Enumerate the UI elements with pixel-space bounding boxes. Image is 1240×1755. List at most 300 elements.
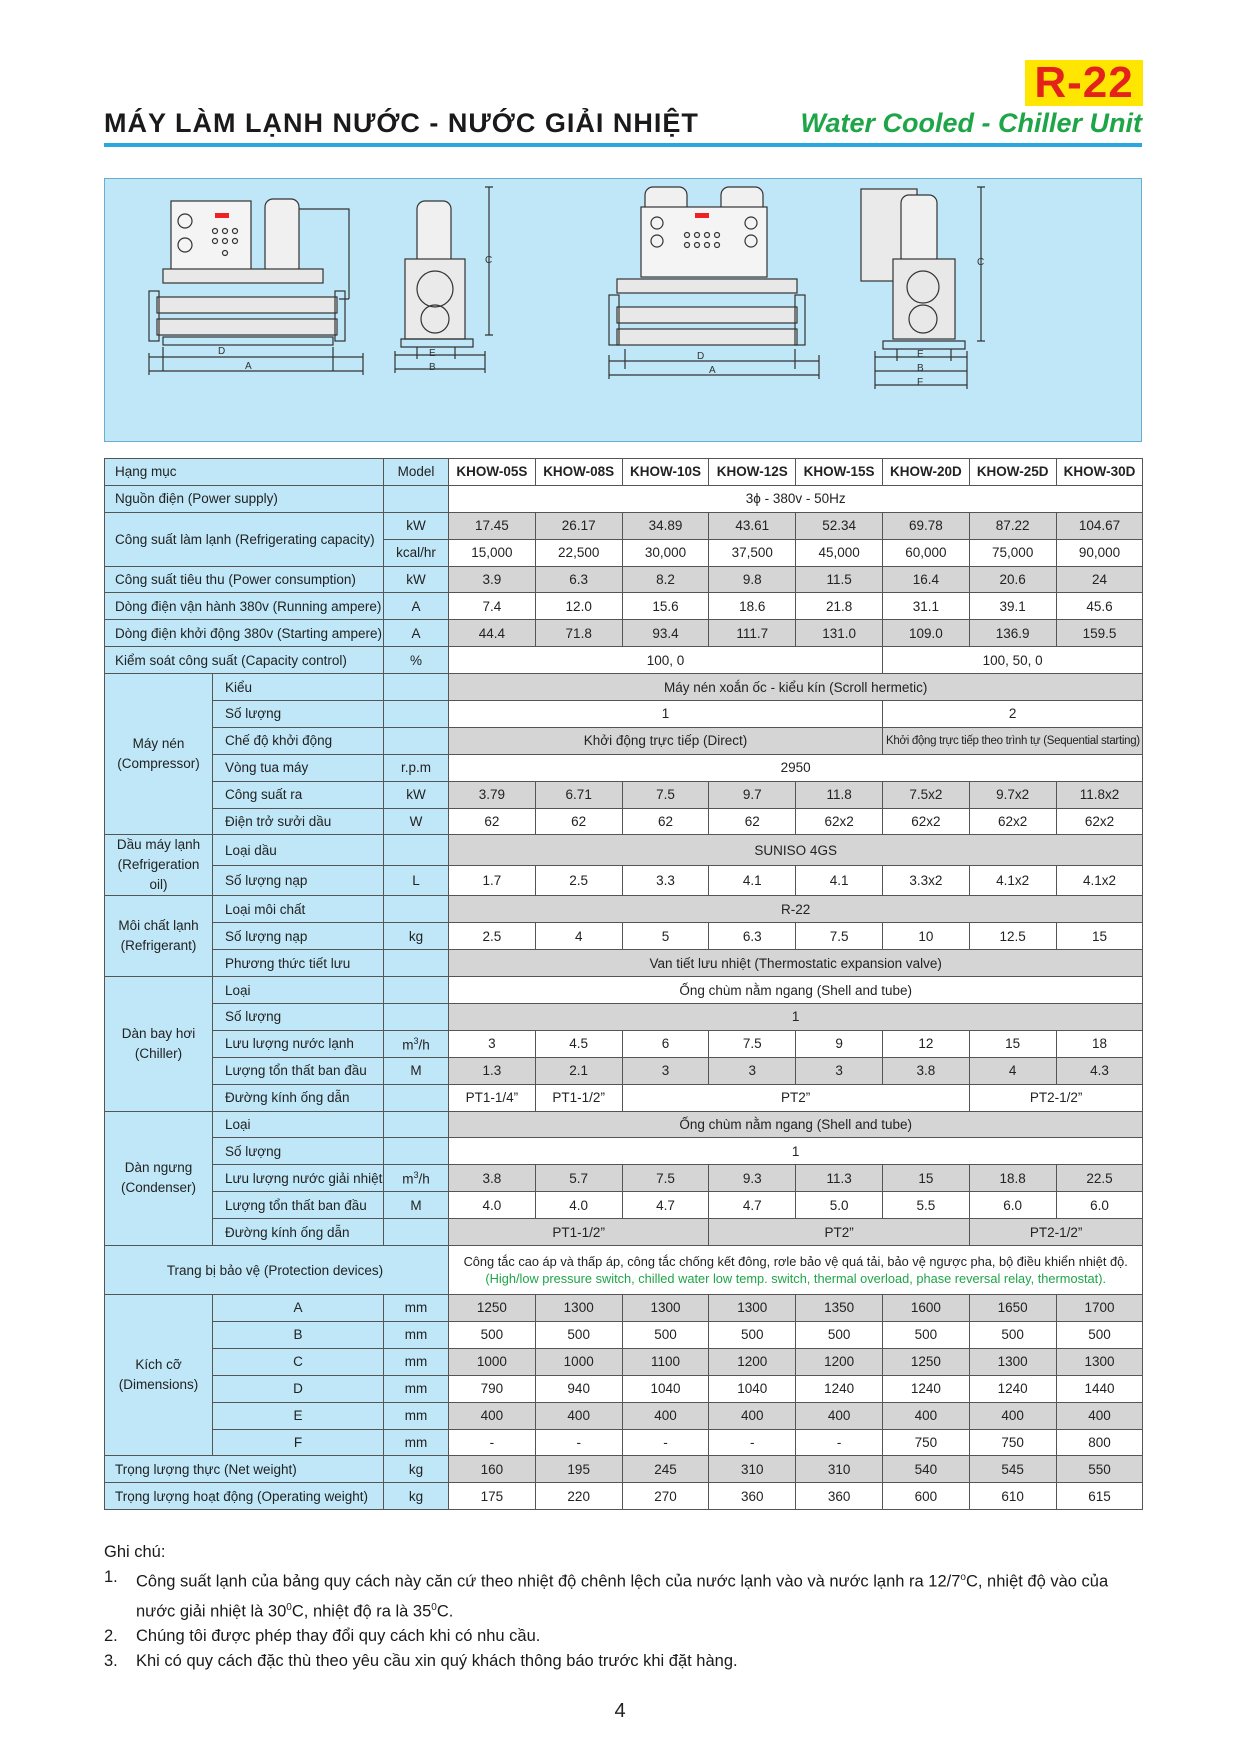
cell: PT1-1/2” [535, 1084, 622, 1111]
cell: 109.0 [882, 620, 969, 647]
corner-model: Model [384, 459, 449, 486]
model-header: KHOW-08S [535, 459, 622, 486]
cell: 3.79 [449, 781, 536, 808]
note-text: Khi có quy cách đặc thù theo yêu cầu xin quý khách thông báo trước khi đặt hàng. [136, 1652, 738, 1670]
row-label: Nguồn điện (Power supply) [105, 485, 384, 512]
cell: 10 [882, 923, 969, 950]
cell: 69.78 [882, 512, 969, 539]
chiller-flow-row [105, 1030, 1143, 1057]
unit-cell: A [384, 620, 449, 647]
page-number: 4 [614, 1700, 626, 1722]
cell: 3.8 [449, 1165, 536, 1192]
title-rule [104, 143, 1142, 147]
cell: 90,000 [1056, 539, 1143, 566]
row-label: Dòng điện khởi động 380v (Starting ampere) [105, 620, 384, 647]
cell: 1040 [709, 1375, 796, 1402]
cell: 9.7x2 [969, 781, 1056, 808]
unit-cell: mm [384, 1402, 449, 1429]
cell: 195 [535, 1456, 622, 1483]
condenser-type-row [105, 1111, 1143, 1138]
cell: 1250 [882, 1348, 969, 1375]
cell: 5.0 [796, 1192, 883, 1219]
cell: 18.6 [709, 593, 796, 620]
compressor-qty-row [105, 701, 1143, 728]
refrigerant-charge-row [105, 923, 1143, 950]
cell: 2 [882, 701, 1142, 728]
cell: 3 [709, 1057, 796, 1084]
row-label: Trọng lượng thực (Net weight) [105, 1456, 384, 1483]
cell: 6.3 [709, 923, 796, 950]
cell: 270 [622, 1483, 709, 1510]
cell: 1.3 [449, 1057, 536, 1084]
condenser-pipe-row [105, 1219, 1143, 1246]
cell: SUNISO 4GS [449, 835, 1143, 866]
cell: PT2” [622, 1084, 969, 1111]
cell: PT2-1/2” [969, 1219, 1143, 1246]
cell: 4.0 [449, 1192, 536, 1219]
cell: 1100 [622, 1348, 709, 1375]
unit2-front-view [609, 187, 819, 379]
protection-cell [449, 1246, 1143, 1295]
unit-cell: $m^3/h$ [384, 1165, 449, 1192]
consumption-row [105, 566, 1143, 593]
cell: 12.5 [969, 923, 1056, 950]
cell: 245 [622, 1456, 709, 1483]
group-label-refrigerant: Môi chất lạnh (Refrigerant) [105, 896, 213, 977]
cell: 11.3 [796, 1165, 883, 1192]
dim-name: A [213, 1295, 384, 1322]
cell: 4.1x2 [969, 865, 1056, 896]
sub-label: Loại [213, 977, 384, 1004]
cell: 24 [1056, 566, 1143, 593]
unit-cell: kW [384, 781, 449, 808]
row-label: Dòng điện vận hành 380v (Running ampere) [105, 593, 384, 620]
dim-b-label-2: B [917, 363, 924, 374]
condenser-flow-row [105, 1165, 1143, 1192]
compressor-output-row [105, 781, 1143, 808]
chiller-pipe-row [105, 1084, 1143, 1111]
cell: 15 [969, 1030, 1056, 1057]
cell: 400 [882, 1402, 969, 1429]
cell: 15 [1056, 923, 1143, 950]
sub-label: Đường kính ống dẫn [213, 1084, 384, 1111]
sub-label: Số lượng nạp [213, 865, 384, 896]
cell: 360 [709, 1483, 796, 1510]
unit-cell: W [384, 808, 449, 835]
dim-c-label-2: C [977, 257, 985, 268]
cell: 4.0 [535, 1192, 622, 1219]
row-label: Công suất làm lạnh (Refrigerating capacity) [105, 512, 384, 566]
protection-en: (High/low pressure switch, chilled water low temp. switch, thermal overload, phase reversal relay, thermostat). [485, 1271, 1107, 1287]
unit-cell: mm [384, 1375, 449, 1402]
cell: 22,500 [535, 539, 622, 566]
cell: 3 [622, 1057, 709, 1084]
note-number: 3. [104, 1652, 118, 1670]
cell: 5.7 [535, 1165, 622, 1192]
cell: 6.71 [535, 781, 622, 808]
cell: 52.34 [796, 512, 883, 539]
cell: 2.1 [535, 1057, 622, 1084]
cell: 6 [622, 1030, 709, 1057]
cell: 34.89 [622, 512, 709, 539]
cell: 4.7 [622, 1192, 709, 1219]
condenser-loss-row [105, 1192, 1143, 1219]
unit-cell: mm [384, 1295, 449, 1322]
cell: 600 [882, 1483, 969, 1510]
sub-label: Lưu lượng nước giải nhiệt [213, 1165, 384, 1192]
corner-item: Hạng mục [105, 459, 384, 486]
cell: 26.17 [535, 512, 622, 539]
cell: 7.5 [622, 1165, 709, 1192]
cell: 1300 [969, 1348, 1056, 1375]
cell: 62 [709, 808, 796, 835]
cell: 1700 [1056, 1295, 1143, 1322]
cell: 31.1 [882, 593, 969, 620]
cell: 500 [882, 1321, 969, 1348]
cell: Máy nén xoắn ốc - kiểu kín (Scroll hermetic) [449, 674, 1143, 701]
dim-a-label-1: A [245, 361, 252, 372]
cell: 104.67 [1056, 512, 1143, 539]
compressor-start-row [105, 727, 1143, 754]
cell: 136.9 [969, 620, 1056, 647]
refrigerant-badge [1025, 60, 1143, 106]
cell: 3.9 [449, 566, 536, 593]
cell: 18 [1056, 1030, 1143, 1057]
cell: 62x2 [882, 808, 969, 835]
row-label: Trọng lượng hoạt động (Operating weight) [105, 1483, 384, 1510]
dim-d-label-1: D [218, 346, 226, 357]
model-header: KHOW-25D [969, 459, 1056, 486]
cell: 1240 [796, 1375, 883, 1402]
dim-f-label-2: F [917, 377, 924, 388]
dim-a-row [105, 1295, 1143, 1322]
cell: 360 [796, 1483, 883, 1510]
unit-cell: kg [384, 1483, 449, 1510]
row-label: Kiểm soát công suất (Capacity control) [105, 647, 384, 674]
cell: 3.3 [622, 865, 709, 896]
cell: 7.5x2 [882, 781, 969, 808]
sub-label: Đường kính ống dẫn [213, 1219, 384, 1246]
dim-b-row [105, 1321, 1143, 1348]
group-label-oil: Dầu máy lạnh (Refrigeration oil) [105, 835, 213, 896]
sub-label: Lượng tổn thất ban đầu [213, 1057, 384, 1084]
cell: 22.5 [1056, 1165, 1143, 1192]
cell: 2.5 [449, 923, 536, 950]
cell: 500 [449, 1321, 536, 1348]
unit-cell: kW [384, 566, 449, 593]
cell: Ống chùm nằm ngang (Shell and tube) [449, 1111, 1143, 1138]
cell: 4.3 [1056, 1057, 1143, 1084]
cell: 43.61 [709, 512, 796, 539]
note-item [104, 1649, 1144, 1674]
cell: 1600 [882, 1295, 969, 1322]
cell: 4.1 [796, 865, 883, 896]
cell: 545 [969, 1456, 1056, 1483]
cell: 4.7 [709, 1192, 796, 1219]
cell: 159.5 [1056, 620, 1143, 647]
cell: 62x2 [969, 808, 1056, 835]
cell: 100, 50, 0 [882, 647, 1142, 674]
cell: 87.22 [969, 512, 1056, 539]
cell: PT1-1/2” [449, 1219, 709, 1246]
unit-cell: M [384, 1057, 449, 1084]
cell: 4.1 [709, 865, 796, 896]
cell: 1250 [449, 1295, 536, 1322]
header-row [105, 459, 1143, 486]
dim-a-label-2: A [709, 365, 716, 376]
cell: R-22 [449, 896, 1143, 923]
group-label-compressor: Máy nén (Compressor) [105, 674, 213, 835]
cell: 1300 [709, 1295, 796, 1322]
cell: 1200 [796, 1348, 883, 1375]
cell: 1300 [535, 1295, 622, 1322]
net-weight-row [105, 1456, 1143, 1483]
cell: 310 [796, 1456, 883, 1483]
cell: 500 [622, 1321, 709, 1348]
dim-f-row [105, 1429, 1143, 1456]
unit-cell: $m^3/h$ [384, 1030, 449, 1057]
cell: 7.5 [622, 781, 709, 808]
cell: 37,500 [709, 539, 796, 566]
chiller-qty-row [105, 1004, 1143, 1031]
model-header: KHOW-10S [622, 459, 709, 486]
cell: 18.8 [969, 1165, 1056, 1192]
sub-label: Số lượng [213, 1004, 384, 1031]
dim-c-label-1: C [485, 255, 493, 266]
cell: 93.4 [622, 620, 709, 647]
cell: 500 [796, 1321, 883, 1348]
cell: 400 [449, 1402, 536, 1429]
cell: 12.0 [535, 593, 622, 620]
model-header: KHOW-30D [1056, 459, 1143, 486]
dim-name: B [213, 1321, 384, 1348]
cell: 131.0 [796, 620, 883, 647]
sub-label: Loại [213, 1111, 384, 1138]
page-title-en: Water Cooled - Chiller Unit [800, 108, 1142, 138]
cell: 400 [1056, 1402, 1143, 1429]
note-number: 1. [104, 1568, 118, 1586]
cell: - [535, 1429, 622, 1456]
chiller-drawings-svg [105, 179, 1143, 443]
cell: 160 [449, 1456, 536, 1483]
dim-name: F [213, 1429, 384, 1456]
model-header: KHOW-12S [709, 459, 796, 486]
cell: 750 [969, 1429, 1056, 1456]
cell: 400 [709, 1402, 796, 1429]
cell: 220 [535, 1483, 622, 1510]
unit-cell: kW [384, 512, 449, 539]
sub-label: Loại dầu [213, 835, 384, 866]
compressor-type-row [105, 674, 1143, 701]
cell: 45,000 [796, 539, 883, 566]
model-header: KHOW-15S [796, 459, 883, 486]
notes-heading: Ghi chú: [104, 1543, 166, 1561]
sub-label: Công suất ra [213, 781, 384, 808]
cell: 62x2 [796, 808, 883, 835]
cell: 39.1 [969, 593, 1056, 620]
cell: 9.3 [709, 1165, 796, 1192]
cell: 500 [1056, 1321, 1143, 1348]
cell: 62 [449, 808, 536, 835]
dim-b-label-1: B [429, 362, 436, 373]
cell: 540 [882, 1456, 969, 1483]
cell: 3.3x2 [882, 865, 969, 896]
cell: 15,000 [449, 539, 536, 566]
sub-label: Lưu lượng nước lạnh [213, 1030, 384, 1057]
cell: Van tiết lưu nhiệt (Thermostatic expansion valve) [449, 950, 1143, 977]
cell: PT2” [709, 1219, 969, 1246]
cell: 3 [449, 1030, 536, 1057]
cell: 1300 [1056, 1348, 1143, 1375]
cell: 15 [882, 1165, 969, 1192]
cell: 750 [882, 1429, 969, 1456]
cell: PT2-1/2” [969, 1084, 1143, 1111]
sub-label: Kiểu [213, 674, 384, 701]
sub-label: Số lượng [213, 1138, 384, 1165]
unit-cell: r.p.m [384, 754, 449, 781]
dim-name: E [213, 1402, 384, 1429]
group-label-chiller: Dàn bay hơi (Chiller) [105, 977, 213, 1111]
cell: Ống chùm nằm ngang (Shell and tube) [449, 977, 1143, 1004]
dim-d-label-2: D [697, 351, 705, 362]
unit1-side-view [395, 187, 493, 373]
cell: 71.8 [535, 620, 622, 647]
cell: 111.7 [709, 620, 796, 647]
note-number: 2. [104, 1627, 118, 1645]
cell: 1240 [969, 1375, 1056, 1402]
cell: 1350 [796, 1295, 883, 1322]
chiller-type-row [105, 977, 1143, 1004]
cell: 5 [622, 923, 709, 950]
cell: 6.3 [535, 566, 622, 593]
cell: 75,000 [969, 539, 1056, 566]
operating-weight-row [105, 1483, 1143, 1510]
cell: 615 [1056, 1483, 1143, 1510]
unit-cell: % [384, 647, 449, 674]
cell: 11.5 [796, 566, 883, 593]
page-title-vn: MÁY LÀM LẠNH NƯỚC - NƯỚC GIẢI NHIỆT [104, 108, 699, 138]
unit-cell: kcal/hr [384, 539, 449, 566]
cell: 20.6 [969, 566, 1056, 593]
cell: 500 [709, 1321, 796, 1348]
cell: 1000 [449, 1348, 536, 1375]
dim-c-row [105, 1348, 1143, 1375]
cell: 62 [535, 808, 622, 835]
protection-row [105, 1246, 1143, 1295]
unit-cell: M [384, 1192, 449, 1219]
cell: 45.6 [1056, 593, 1143, 620]
cell: 3 [796, 1057, 883, 1084]
cell: 310 [709, 1456, 796, 1483]
sub-label: Vòng tua máy [213, 754, 384, 781]
cell: 9.8 [709, 566, 796, 593]
cell: 1200 [709, 1348, 796, 1375]
group-label-condenser: Dàn ngưng (Condenser) [105, 1111, 213, 1245]
cell: 3ϕ - 380v - 50Hz [449, 485, 1143, 512]
cell: 8.2 [622, 566, 709, 593]
cell: 17.45 [449, 512, 536, 539]
unit-cell: A [384, 593, 449, 620]
cell: PT1-1/4” [449, 1084, 536, 1111]
cell: 500 [969, 1321, 1056, 1348]
cell: - [796, 1429, 883, 1456]
spec-table [104, 458, 1143, 1510]
cell: 44.4 [449, 620, 536, 647]
cell: Khởi động trực tiếp theo trình tự (Sequential starting) [882, 727, 1142, 754]
cell: 9.7 [709, 781, 796, 808]
cell: 400 [622, 1402, 709, 1429]
cooling-kw-row [105, 512, 1143, 539]
cell: 60,000 [882, 539, 969, 566]
unit-cell: mm [384, 1429, 449, 1456]
cell: 11.8 [796, 781, 883, 808]
cell: 3.8 [882, 1057, 969, 1084]
cell: 1040 [622, 1375, 709, 1402]
cell: 800 [1056, 1429, 1143, 1456]
dim-e-label-1: E [429, 348, 436, 359]
cell: 4.5 [535, 1030, 622, 1057]
cell: - [709, 1429, 796, 1456]
notes-section [104, 1540, 1144, 1674]
cell: 7.4 [449, 593, 536, 620]
running-ampere-row [105, 593, 1143, 620]
model-header: KHOW-05S [449, 459, 536, 486]
unit-cell: kg [384, 1456, 449, 1483]
cell: 1300 [622, 1295, 709, 1322]
sub-label: Loại môi chất [213, 896, 384, 923]
cell: 4 [535, 923, 622, 950]
chiller-loss-row [105, 1057, 1143, 1084]
cell: 1000 [535, 1348, 622, 1375]
cell: 1440 [1056, 1375, 1143, 1402]
compressor-rpm-row [105, 754, 1143, 781]
cell: 7.5 [709, 1030, 796, 1057]
cell: 7.5 [796, 923, 883, 950]
starting-ampere-row [105, 620, 1143, 647]
cell: 790 [449, 1375, 536, 1402]
cell: 62x2 [1056, 808, 1143, 835]
cell: 62 [622, 808, 709, 835]
sub-label: Lượng tổn thất ban đầu [213, 1192, 384, 1219]
cell: 610 [969, 1483, 1056, 1510]
cell: 6.0 [1056, 1192, 1143, 1219]
protection-vn: Công tắc cao áp và thấp áp, công tắc chống kết đông, rơle bảo vệ quá tải, bảo vệ ngược pha, bộ điều khiển nhiệt độ. [463, 1254, 1128, 1270]
dim-e-label-2: E [917, 349, 924, 360]
cell: 9 [796, 1030, 883, 1057]
dim-name: C [213, 1348, 384, 1375]
cell: 1 [449, 1004, 1143, 1031]
cell: 6.0 [969, 1192, 1056, 1219]
unit-cell: L [384, 865, 449, 896]
capacity-control-row [105, 647, 1143, 674]
cell: - [449, 1429, 536, 1456]
cell: 1240 [882, 1375, 969, 1402]
cell: 400 [796, 1402, 883, 1429]
cell: - [622, 1429, 709, 1456]
cell: 1 [449, 701, 883, 728]
cell: 4 [969, 1057, 1056, 1084]
dim-d-row [105, 1375, 1143, 1402]
refrigerant-expansion-row [105, 950, 1143, 977]
condenser-qty-row [105, 1138, 1143, 1165]
oil-charge-row [105, 865, 1143, 896]
power-supply-row [105, 485, 1143, 512]
cell: 400 [535, 1402, 622, 1429]
cell: 100, 0 [449, 647, 883, 674]
group-label-dimensions: Kích cỡ (Dimensions) [105, 1295, 213, 1456]
cell: 2.5 [535, 865, 622, 896]
compressor-heater-row [105, 808, 1143, 835]
